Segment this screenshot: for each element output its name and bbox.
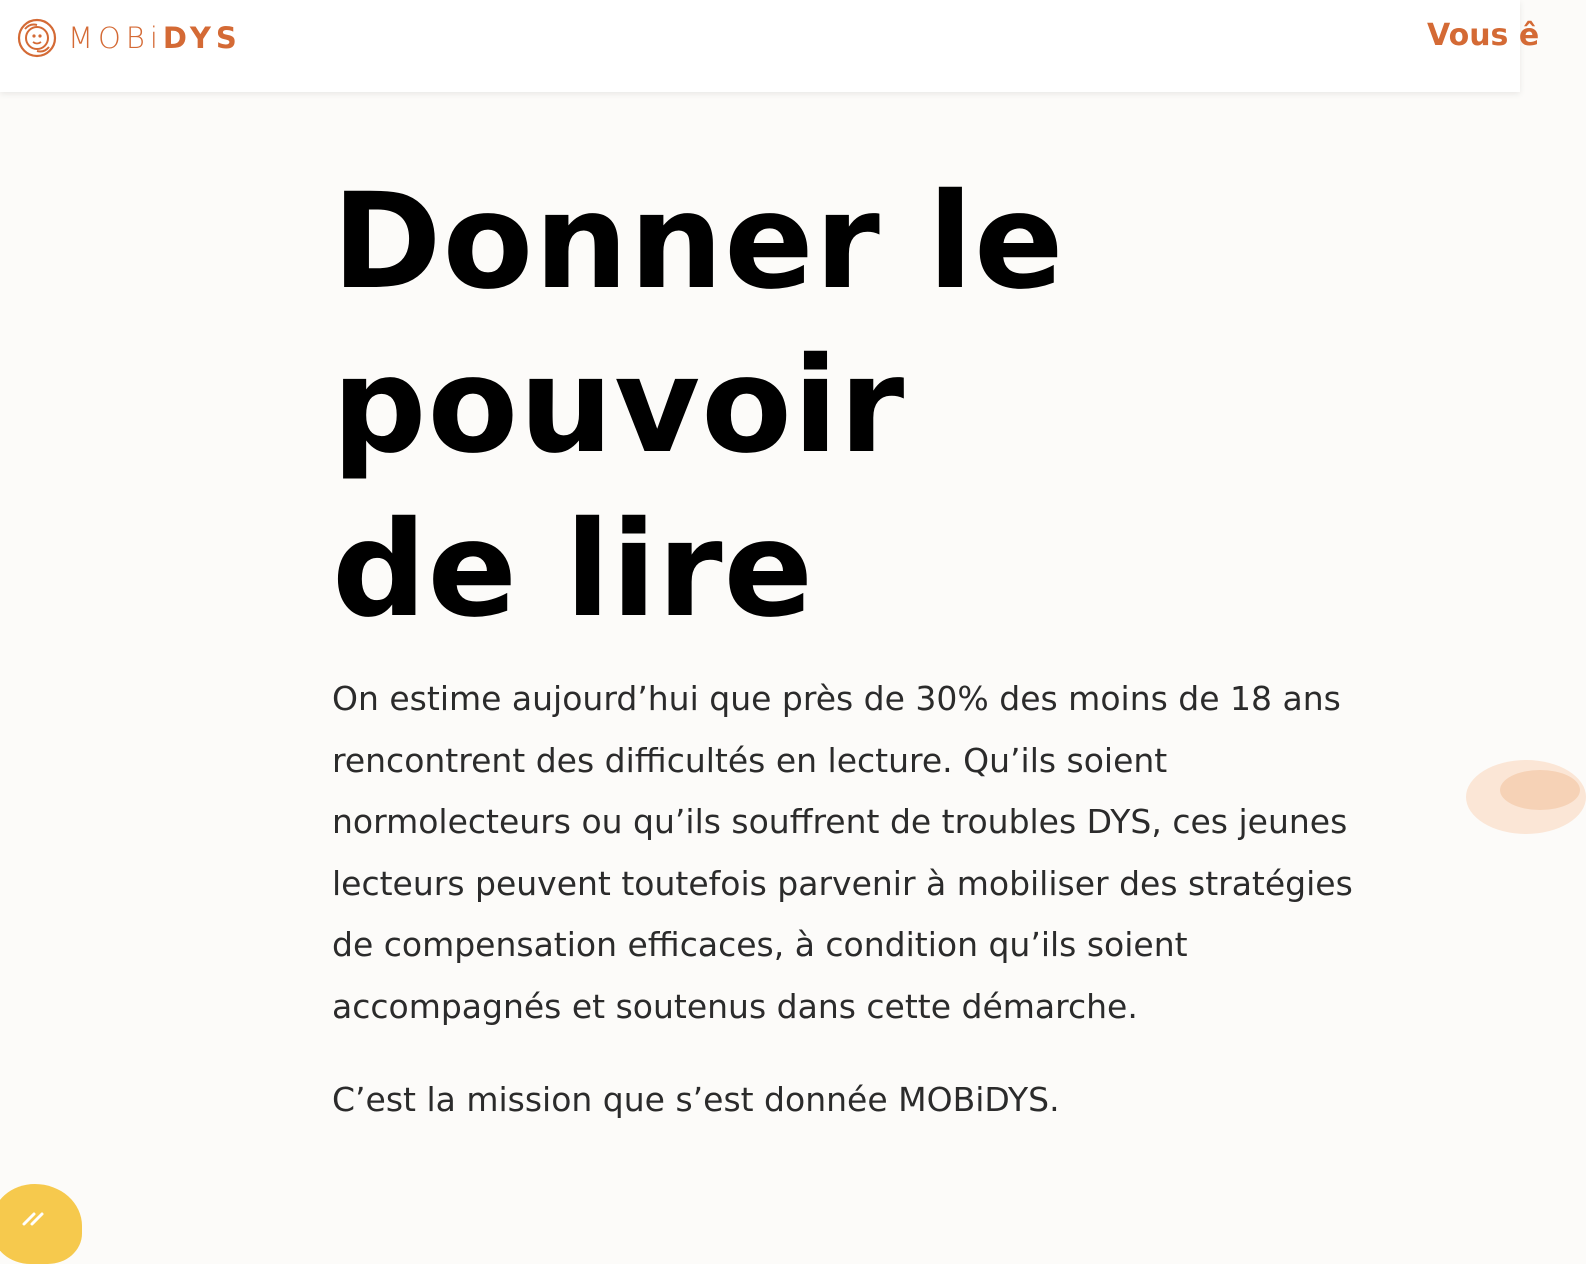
- logo-text-bold: DYS: [162, 21, 242, 55]
- mobidys-logo-icon: [16, 17, 58, 59]
- hero-title-line-3: de lire: [332, 493, 815, 647]
- hero-intro-paragraph: On estime aujourd’hui que près de 30% des moins de 18 ans rencontrent des difficultés en lecture. Qu’ils soient normolecteurs ou qu’ils souffrent de troubles DYS, ces jeunes lecteurs peuvent toutefois parvenir à mobiliser des stratégies de compensation efficaces, à condition qu’ils soient accompagnés et soutenus dans cette démarche.: [332, 679, 1353, 1026]
- audience-nav-link[interactable]: Vous ê: [1427, 18, 1540, 53]
- logo-wordmark: [68, 21, 242, 55]
- hero-title-line-2: pouvoir: [332, 329, 906, 483]
- logo-link[interactable]: [16, 16, 242, 60]
- decorative-blob-right-inner: [1500, 770, 1580, 810]
- logo-text-light: MOBi: [68, 21, 163, 55]
- hero-title-line-1: Donner le: [332, 165, 1065, 319]
- site-header: [0, 0, 1540, 92]
- hero-section: [332, 160, 1372, 1131]
- hero-mission-statement: C’est la mission que s’est donnée MOBiDYS.: [332, 1080, 1060, 1119]
- hero-title: [332, 160, 1372, 652]
- quote-marks-icon: [20, 1202, 50, 1226]
- decorative-yellow-blob: [0, 1184, 82, 1264]
